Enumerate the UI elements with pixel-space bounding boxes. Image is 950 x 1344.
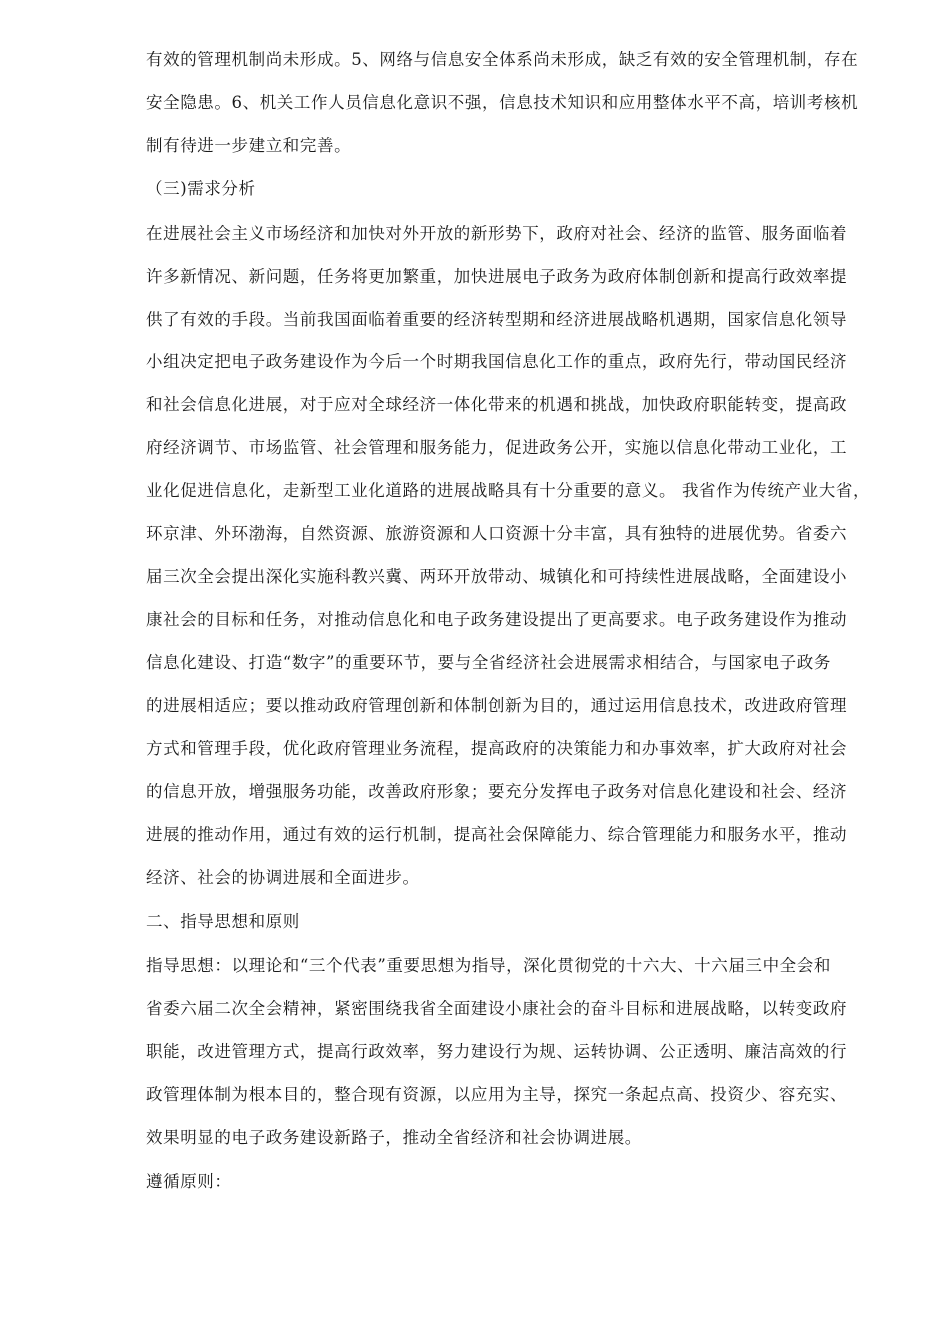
text-line: 职能，改进管理方式，提高行政效率，努力建设行为规、运转协调、公正透明、廉洁高效的行 (146, 1042, 848, 1061)
text-line: 方式和管理手段，优化政府管理业务流程，提高政府的决策能力和办事效率，扩大政府对社会 (146, 739, 848, 758)
text-line: 的进展相适应；要以推动政府管理创新和体制创新为目的，通过运用信息技术，改进政府管理 (146, 696, 848, 715)
text-line: 制有待进一步建立和完善。 (146, 136, 352, 155)
text-line: 政管理体制为根本目的，整合现有资源，以应用为主导，探究一条起点高、投资少、容充实、 (146, 1085, 848, 1104)
text-line: 经济、社会的协调进展和全面进步。 (146, 868, 420, 887)
text-line: 届三次全会提出深化实施科教兴冀、两环开放带动、城镇化和可持续性进展战略，全面建设小 (146, 567, 848, 586)
text-line: 府经济调节、市场监管、社会管理和服务能力，促进政务公开，实施以信息化带动工业化，工 (146, 438, 848, 457)
text-line: 省委六届二次全会精神，紧密围绕我省全面建设小康社会的奋斗目标和进展战略，以转变政府 (146, 999, 848, 1018)
text-line: 小组决定把电子政务建设作为今后一个时期我国信息化工作的重点，政府先行，带动国民经济 (146, 352, 848, 371)
text-line: 有效的管理机制尚未形成。5、网络与信息安全体系尚未形成，缺乏有效的安全管理机制，存在 (146, 50, 859, 69)
text-line: 环京津、外环渤海，自然资源、旅游资源和人口资源十分丰富，具有独特的进展优势。省委六 (146, 524, 848, 543)
section-heading: 二、指导思想和原则 (146, 912, 300, 931)
text-line: 许多新情况、新问题，任务将更加繁重，加快进展电子政务为政府体制创新和提高行政效率提 (146, 267, 848, 286)
text-line: 康社会的目标和任务，对推动信息化和电子政务建设提出了更高要求。电子政务建设作为推动 (146, 610, 848, 629)
text-line: 指导思想：以理论和“三个代表”重要思想为指导，深化贯彻党的十六大、十六届三中全会和 (146, 956, 831, 975)
text-line: 安全隐患。6、机关工作人员信息化意识不强，信息技术知识和应用整体水平不高，培训考核机 (146, 93, 859, 112)
text-line: 进展的推动作用，通过有效的运行机制，提高社会保障能力、综合管理能力和服务水平，推动 (146, 825, 848, 844)
text-line: 在进展社会主义市场经济和加快对外开放的新形势下，政府对社会、经济的监管、服务面临着 (146, 224, 848, 243)
text-line: 效果明显的电子政务建设新路子，推动全省经济和社会协调进展。 (146, 1128, 642, 1147)
text-line: 业化促进信息化，走新型工业化道路的进展战略具有十分重要的意义。 我省作为传统产业大省， (146, 481, 871, 500)
text-line: 信息化建设、打造“数字”的重要环节，要与全省经济社会进展需求相结合，与国家电子政务 (146, 653, 831, 672)
text-line: 的信息开放，增强服务功能，改善政府形象；要充分发挥电子政务对信息化建设和社会、经济 (146, 782, 848, 801)
text-line: 和社会信息化进展，对于应对全球经济一体化带来的机遇和挑战，加快政府职能转变，提高政 (146, 395, 848, 414)
text-line: 遵循原则： (146, 1172, 232, 1191)
text-line: 供了有效的手段。当前我国面临着重要的经济转型期和经济进展战略机遇期，国家信息化领导 (146, 310, 848, 329)
section-heading: （三)需求分析 (146, 179, 256, 198)
